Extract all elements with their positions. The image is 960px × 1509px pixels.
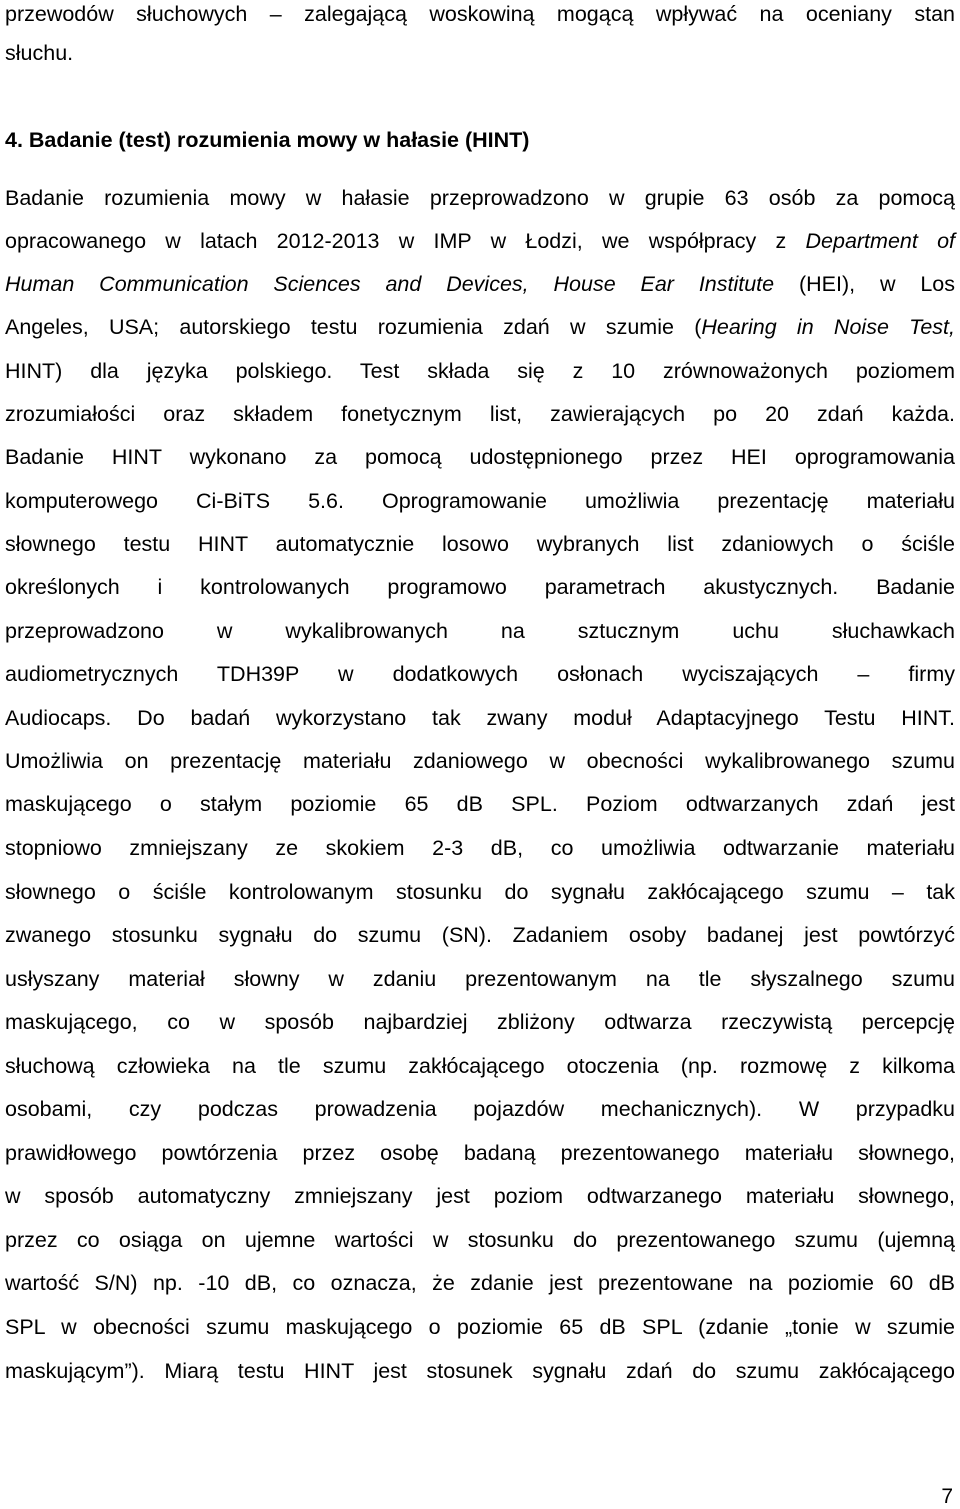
text-segment: słownego o ściśle kontrolowanym stosunku do sygnału zakłócającego szumu – tak: [5, 880, 955, 904]
text-segment: Angeles, USA; autorskiego testu rozumienia zdań w szumie (: [5, 315, 702, 339]
text-line: [5, 443, 955, 471]
text-line: [5, 1357, 955, 1385]
text-line: [5, 1226, 955, 1254]
text-segment: wartość S/N) np. -10 dB, co oznacza, że zdanie jest prezentowane na poziomie 60 dB: [5, 1271, 955, 1295]
text-segment: audiometrycznych TDH39P w dodatkowych osłonach wyciszających – firmy: [5, 662, 955, 686]
text-segment: słownego testu HINT automatycznie losowo wybranych list zdaniowych o ściśle: [5, 532, 955, 556]
text-segment: w sposób automatyczny zmniejszany jest poziom odtwarzanego materiału słownego,: [5, 1184, 955, 1208]
text-segment: Badanie rozumienia mowy w hałasie przeprowadzono w grupie 63 osób za pomocą: [5, 186, 955, 210]
text-line: [5, 704, 955, 732]
italic-text-segment: Human Communication Sciences and Devices, House Ear Institute: [5, 272, 775, 296]
text-line: [5, 313, 955, 341]
text-line: [5, 1313, 955, 1341]
text-line: [5, 530, 955, 558]
text-line: [5, 965, 955, 993]
text-segment: komputerowego Ci-BiTS 5.6. Oprogramowanie umożliwia prezentację materiału: [5, 489, 955, 513]
italic-text-segment: Department of: [805, 229, 956, 253]
text-segment: przewodów słuchowych – zalegającą woskowiną mogącą wpływać na oceniany stan: [5, 2, 955, 26]
text-line: [5, 878, 955, 906]
text-segment: opracowanego w latach 2012-2013 w IMP w Łodzi, we współpracy z: [5, 229, 806, 253]
text-segment: Audiocaps. Do badań wykorzystano tak zwany moduł Adaptacyjnego Testu HINT.: [5, 706, 955, 730]
text-segment: określonych i kontrolowanych programowo parametrach akustycznych. Badanie: [5, 575, 955, 599]
text-line: [5, 790, 955, 818]
text-line: [5, 660, 955, 688]
text-segment: prawidłowego powtórzenia przez osobę badaną prezentowanego materiału słownego,: [5, 1141, 955, 1165]
text-segment: 4. Badanie (test) rozumienia mowy w hałasie (HINT): [5, 128, 530, 152]
text-segment: słuchu.: [5, 41, 74, 65]
text-segment: stopniowo zmniejszany ze skokiem 2-3 dB, co umożliwia odtwarzanie materiału: [5, 836, 955, 860]
text-segment: przez co osiąga on ujemne wartości w stosunku do prezentowanego szumu (ujemną: [5, 1228, 955, 1252]
text-line: [5, 1052, 955, 1080]
text-line: [5, 573, 955, 601]
text-segment: słuchową człowieka na tle szumu zakłócającego otoczenia (np. rozmowę z kilkoma: [5, 1054, 955, 1078]
text-line: [5, 1269, 955, 1297]
text-segment: maskującym”). Miarą testu HINT jest stosunek sygnału zdań do szumu zakłócającego: [5, 1359, 955, 1383]
text-segment: (HEI), w Los: [774, 272, 955, 296]
text-line: [5, 357, 955, 385]
text-line: [5, 617, 955, 645]
text-line: [5, 1095, 955, 1123]
text-segment: Badanie HINT wykonano za pomocą udostępnionego przez HEI oprogramowania: [5, 445, 955, 469]
text-line: [5, 921, 955, 949]
text-line: [5, 227, 955, 255]
text-line: [5, 39, 955, 67]
text-line: [5, 487, 955, 515]
page-number: 7: [941, 1485, 953, 1508]
text-line: [5, 0, 955, 28]
text-segment: HINT) dla języka polskiego. Test składa się z 10 zrównoważonych poziomem: [5, 359, 955, 383]
text-segment: Umożliwia on prezentację materiału zdaniowego w obecności wykalibrowanego szumu: [5, 749, 955, 773]
text-segment: zwanego stosunku sygnału do szumu (SN). Zadaniem osoby badanej jest powtórzyć: [5, 923, 955, 947]
text-segment: SPL w obecności szumu maskującego o poziomie 65 dB SPL (zdanie „tonie w szumie: [5, 1315, 955, 1339]
text-segment: maskującego o stałym poziomie 65 dB SPL. Poziom odtwarzanych zdań jest: [5, 792, 955, 816]
text-segment: osobami, czy podczas prowadzenia pojazdów mechanicznych). W przypadku: [5, 1097, 955, 1121]
text-line: [5, 1139, 955, 1167]
text-line: [5, 400, 955, 428]
text-line: [5, 270, 955, 298]
text-line: [5, 184, 955, 212]
text-line: [5, 834, 955, 862]
text-segment: maskującego, co w sposób najbardziej zbliżony odtwarza rzeczywistą percepcję: [5, 1010, 955, 1034]
italic-text-segment: Hearing in Noise Test,: [701, 315, 955, 339]
text-line: [5, 1182, 955, 1210]
text-segment: przeprowadzono w wykalibrowanych na sztucznym uchu słuchawkach: [5, 619, 955, 643]
section-heading: [5, 126, 955, 154]
text-line: [5, 747, 955, 775]
text-line: [5, 1008, 955, 1036]
text-segment: usłyszany materiał słowny w zdaniu prezentowanym na tle słyszalnego szumu: [5, 967, 955, 991]
text-segment: zrozumiałości oraz składem fonetycznym list, zawierających po 20 zdań każda.: [5, 402, 955, 426]
